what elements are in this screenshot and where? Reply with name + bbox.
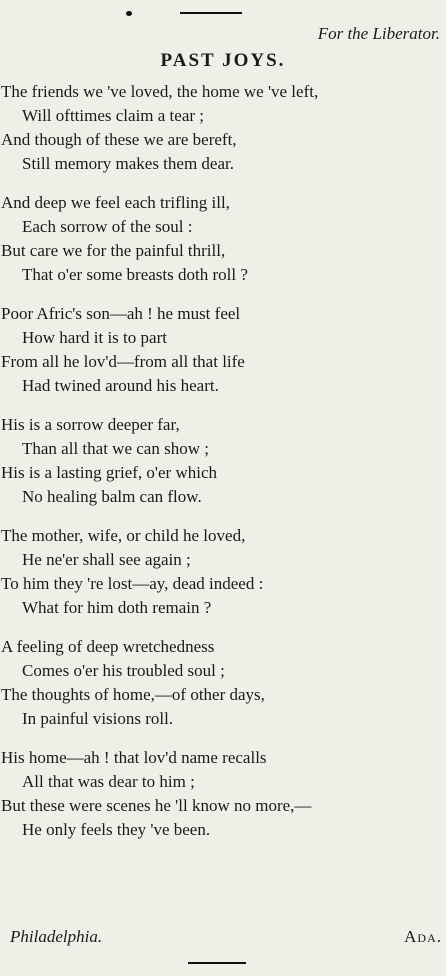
- top-rule: [180, 12, 242, 14]
- poem-line: Poor Afric's son—ah ! he must feel: [1, 304, 241, 323]
- poem-line: All that was dear to him ;: [22, 772, 195, 791]
- poem-line: His is a sorrow deeper far,: [1, 415, 180, 434]
- stanza-1: [0, 80, 446, 176]
- poem-line: The mother, wife, or child he loved,: [1, 526, 246, 545]
- poem-line: Still memory makes them dear.: [22, 154, 234, 173]
- source-line: For the Liberator.: [317, 24, 440, 43]
- poem-line: A feeling of deep wretchedness: [1, 637, 215, 656]
- poem-line: From all he lov'd—from all that life: [1, 352, 245, 371]
- stanza-6: [0, 635, 446, 731]
- stanza-3: [0, 302, 446, 398]
- poem-line: But care we for the painful thrill,: [1, 241, 226, 260]
- poem-line: He ne'er shall see again ;: [22, 550, 191, 569]
- poem-title: PAST JOYS.: [160, 50, 286, 71]
- poem-line: No healing balm can flow.: [22, 487, 202, 506]
- poem-line: He only feels they 've been.: [22, 820, 211, 839]
- poem-line: Than all that we can show ;: [22, 439, 209, 458]
- stanza-5: [0, 524, 446, 620]
- poem-line: His home—ah ! that lov'd name recalls: [1, 748, 267, 767]
- poem-line: Will ofttimes claim a tear ;: [22, 106, 205, 125]
- poem-line: Each sorrow of the soul :: [22, 217, 193, 236]
- poem-line: The friends we 've loved, the home we 've left,: [1, 82, 319, 101]
- poem-line: Comes o'er his troubled soul ;: [22, 661, 225, 680]
- place-name: Philadelphia.: [10, 927, 103, 946]
- bottom-rule: [188, 962, 246, 964]
- poem-line: His is a lasting grief, o'er which: [1, 463, 217, 482]
- author-name: Ada.: [404, 927, 442, 946]
- poem-line: The thoughts of home,—of other days,: [1, 685, 265, 704]
- stanza-2: [0, 191, 446, 287]
- stanza-7: [0, 746, 446, 842]
- ink-dot: [126, 11, 132, 16]
- poem-line: That o'er some breasts doth roll ?: [22, 265, 248, 284]
- poem-line: What for him doth remain ?: [22, 598, 212, 617]
- poem-line: Had twined around his heart.: [22, 376, 219, 395]
- poem-line: To him they 're lost—ay, dead indeed :: [1, 574, 264, 593]
- poem-line: And deep we feel each trifling ill,: [1, 193, 230, 212]
- stanza-4: [0, 413, 446, 509]
- poem-line: But these were scenes he 'll know no more,—: [1, 796, 312, 815]
- poem-line: How hard it is to part: [22, 328, 167, 347]
- poem-line: In painful visions roll.: [22, 709, 174, 728]
- signature-line: [0, 925, 446, 949]
- poem-body: [0, 80, 446, 857]
- poem-line: And though of these we are bereft,: [1, 130, 237, 149]
